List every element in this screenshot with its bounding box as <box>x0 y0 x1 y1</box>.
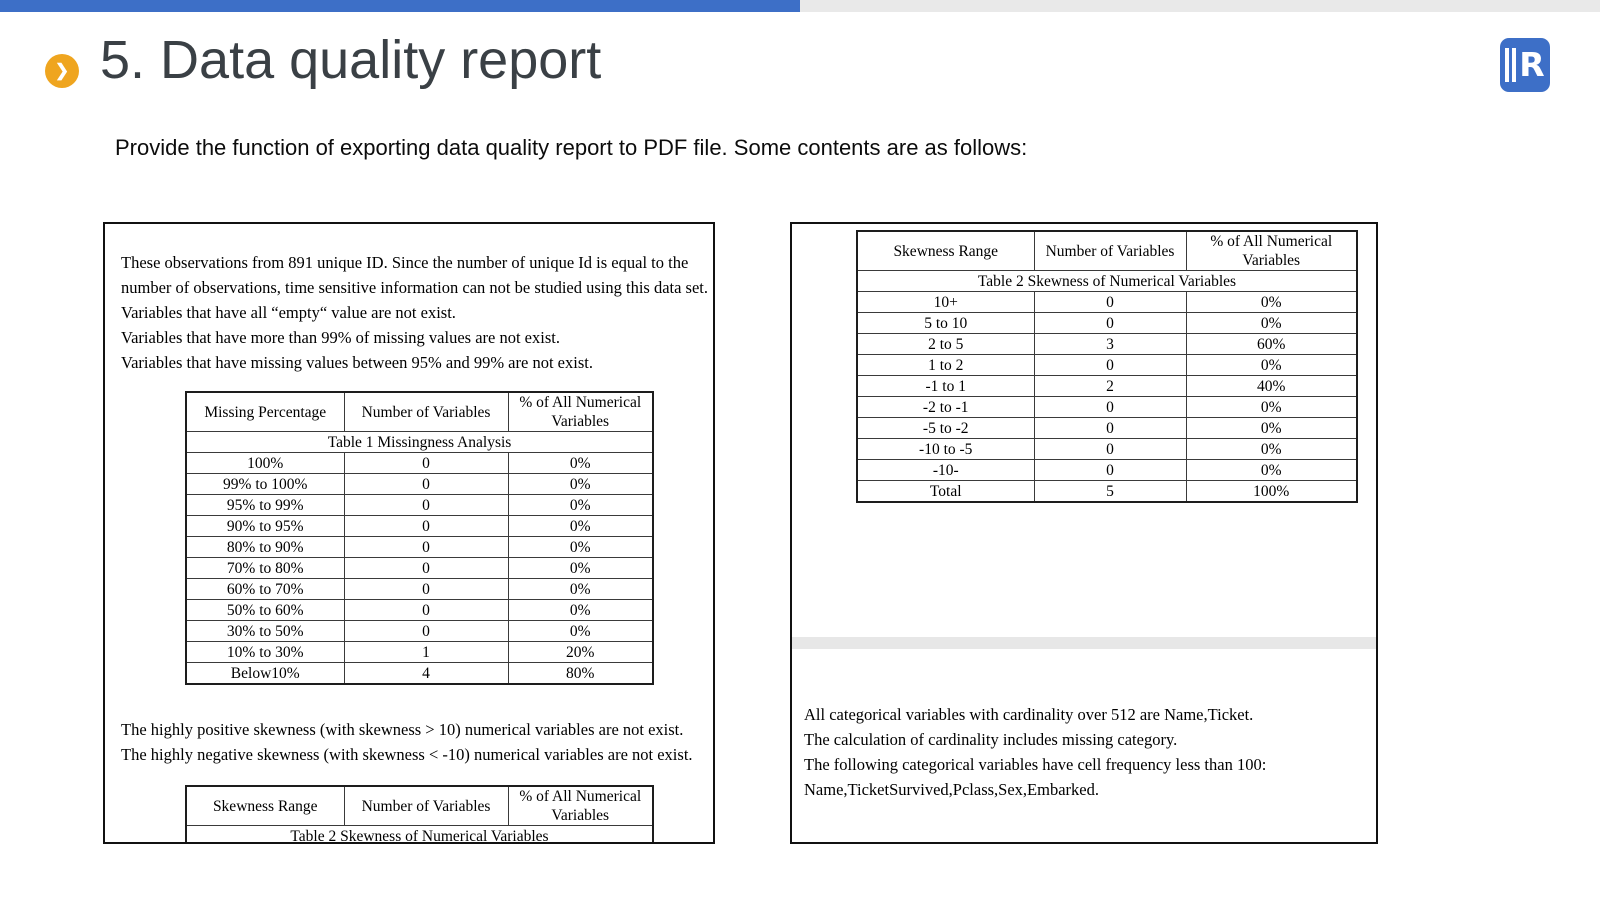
table-title-row <box>186 432 653 453</box>
table-title-row <box>186 826 653 845</box>
table-cell: 0% <box>508 516 653 537</box>
table-cell: 0 <box>344 495 508 516</box>
top-accent-bar-blue <box>0 0 800 12</box>
table-cell: 1 to 2 <box>857 355 1034 376</box>
table-row <box>186 537 653 558</box>
text-line: The calculation of cardinality includes missing category. <box>804 730 1178 749</box>
brand-logo <box>1500 38 1550 92</box>
skewness-table-body <box>857 292 1357 503</box>
table-cell: 0 <box>1034 355 1186 376</box>
slide-subtitle: Provide the function of exporting data quality report to PDF file. Some contents are as follows: <box>115 135 1028 160</box>
skewness-note-text <box>121 717 693 767</box>
table-cell: 0 <box>344 474 508 495</box>
logo-letter: R <box>1519 45 1545 84</box>
table-cell: 0 <box>344 537 508 558</box>
table-row <box>186 579 653 600</box>
table-cell: 100% <box>186 453 344 474</box>
table-cell: 0% <box>1186 292 1357 313</box>
table-cell: 0 <box>344 621 508 642</box>
table-header-cell: % of All Numerical Variables <box>508 786 653 826</box>
table-cell: 0% <box>508 537 653 558</box>
table-title: Table 2 Skewness of Numerical Variables <box>186 826 653 845</box>
table-row <box>857 418 1357 439</box>
table-cell: 0 <box>1034 397 1186 418</box>
table-row <box>186 474 653 495</box>
page-break-bar <box>792 637 1376 649</box>
logo-bar-icon <box>1512 48 1516 82</box>
table-cell: 30% to 50% <box>186 621 344 642</box>
table-row <box>186 453 653 474</box>
table-cell: 60% <box>1186 334 1357 355</box>
table-cell: 0 <box>344 453 508 474</box>
text-line: Variables that have more than 99% of missing values are not exist. <box>121 328 560 347</box>
table-cell: 2 <box>1034 376 1186 397</box>
text-line: These observations from 891 unique ID. Since the number of unique Id is equal to the <box>121 253 689 272</box>
table-cell: -5 to -2 <box>857 418 1034 439</box>
text-line: Variables that have missing values between 95% and 99% are not exist. <box>121 353 593 372</box>
table-row <box>857 376 1357 397</box>
table-cell: 70% to 80% <box>186 558 344 579</box>
table-cell: 40% <box>1186 376 1357 397</box>
table-row <box>857 292 1357 313</box>
table-row <box>186 558 653 579</box>
table-header-cell: Number of Variables <box>344 786 508 826</box>
chevron-right-icon: ❯ <box>54 61 70 80</box>
table-row <box>186 663 653 685</box>
table-header-cell: % of All Numerical Variables <box>1186 231 1357 271</box>
table-row <box>186 621 653 642</box>
skewness-table <box>856 230 1358 503</box>
table-row <box>186 516 653 537</box>
table-cell: 0% <box>508 621 653 642</box>
table-cell: 0% <box>1186 355 1357 376</box>
table-cell: 0 <box>1034 313 1186 334</box>
table-header-row <box>857 231 1357 271</box>
table-title: Table 1 Missingness Analysis <box>186 432 653 453</box>
table-header-row <box>186 786 653 826</box>
table-cell: -2 to -1 <box>857 397 1034 418</box>
table-cell: 50% to 60% <box>186 600 344 621</box>
missingness-intro-text <box>121 250 708 375</box>
table-header-cell: % of All Numerical Variables <box>508 392 653 432</box>
table-row <box>857 481 1357 503</box>
table-header-cell: Skewness Range <box>186 786 344 826</box>
table-cell: 0% <box>1186 418 1357 439</box>
table-cell: 10+ <box>857 292 1034 313</box>
table-cell: 0 <box>344 516 508 537</box>
table-row <box>857 439 1357 460</box>
skewness-table-partial <box>185 785 654 844</box>
table-cell: 80% <box>508 663 653 685</box>
text-line: All categorical variables with cardinality over 512 are Name,Ticket. <box>804 705 1254 724</box>
table-row <box>857 334 1357 355</box>
table-header-cell: Number of Variables <box>344 392 508 432</box>
table-cell: Total <box>857 481 1034 503</box>
table-cell: 4 <box>344 663 508 685</box>
missingness-table <box>185 391 654 685</box>
table-cell: 20% <box>508 642 653 663</box>
bullet-circle <box>45 54 79 88</box>
logo-bar-icon <box>1505 48 1509 82</box>
top-accent-bar-gray <box>800 0 1600 12</box>
table-cell: 0% <box>508 579 653 600</box>
table-row <box>857 397 1357 418</box>
table-cell: 0 <box>344 600 508 621</box>
table-header-row <box>186 392 653 432</box>
report-page-left <box>103 222 715 844</box>
table-row <box>857 460 1357 481</box>
table-cell: -10- <box>857 460 1034 481</box>
table-cell: 0% <box>1186 460 1357 481</box>
table-cell: 0% <box>508 558 653 579</box>
table-cell: 0% <box>508 474 653 495</box>
table-cell: 0% <box>1186 439 1357 460</box>
table-cell: 80% to 90% <box>186 537 344 558</box>
table-cell: 99% to 100% <box>186 474 344 495</box>
report-page-right <box>790 222 1378 844</box>
text-line: The following categorical variables have cell frequency less than 100: <box>804 755 1267 774</box>
table-cell: 0 <box>1034 418 1186 439</box>
table-cell: 0 <box>1034 460 1186 481</box>
table-header-cell: Missing Percentage <box>186 392 344 432</box>
table-cell: 95% to 99% <box>186 495 344 516</box>
table-cell: 0 <box>344 579 508 600</box>
table-cell: 5 to 10 <box>857 313 1034 334</box>
table-cell: 0 <box>1034 439 1186 460</box>
text-line: Variables that have all “empty“ value are not exist. <box>121 303 456 322</box>
table-cell: 3 <box>1034 334 1186 355</box>
table-cell: 0 <box>344 558 508 579</box>
text-line: Name,TicketSurvived,Pclass,Sex,Embarked. <box>804 780 1099 799</box>
page-title: 5. Data quality report <box>100 30 602 90</box>
table-cell: -10 to -5 <box>857 439 1034 460</box>
table-title: Table 2 Skewness of Numerical Variables <box>857 271 1357 292</box>
table-cell: 100% <box>1186 481 1357 503</box>
table-row <box>857 355 1357 376</box>
table-cell: 0% <box>508 495 653 516</box>
table-cell: 1 <box>344 642 508 663</box>
table-header-cell: Skewness Range <box>857 231 1034 271</box>
table-cell: 90% to 95% <box>186 516 344 537</box>
categorical-notes-text <box>804 702 1266 802</box>
table-header-cell: Number of Variables <box>1034 231 1186 271</box>
table-cell: 60% to 70% <box>186 579 344 600</box>
table-cell: 0% <box>1186 397 1357 418</box>
table-row <box>186 495 653 516</box>
table-cell: 5 <box>1034 481 1186 503</box>
table-cell: 0 <box>1034 292 1186 313</box>
table-row <box>857 313 1357 334</box>
table-cell: 0% <box>508 453 653 474</box>
text-line: The highly negative skewness (with skewness < -10) numerical variables are not exist. <box>121 745 693 764</box>
table-cell: 0% <box>1186 313 1357 334</box>
table-cell: -1 to 1 <box>857 376 1034 397</box>
text-line: The highly positive skewness (with skewness > 10) numerical variables are not exist. <box>121 720 684 739</box>
missingness-table-body <box>186 453 653 685</box>
table-row <box>186 600 653 621</box>
table-cell: 10% to 30% <box>186 642 344 663</box>
table-title-row <box>857 271 1357 292</box>
table-row <box>186 642 653 663</box>
text-line: number of observations, time sensitive information can not be studied using this data set. <box>121 278 709 297</box>
table-cell: Below10% <box>186 663 344 685</box>
table-cell: 2 to 5 <box>857 334 1034 355</box>
table-cell: 0% <box>508 600 653 621</box>
